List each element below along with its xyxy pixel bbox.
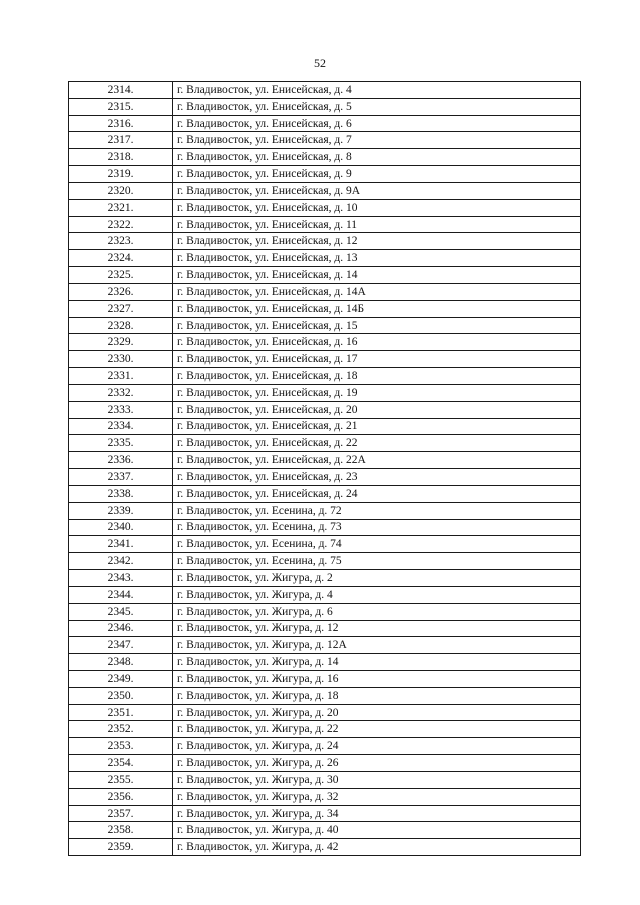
row-number-cell: 2337. <box>69 469 173 486</box>
table-row <box>69 317 581 334</box>
row-number-cell: 2326. <box>69 283 173 300</box>
address-cell: г. Владивосток, ул. Жигура, д. 32 <box>173 788 581 805</box>
address-cell: г. Владивосток, ул. Енисейская, д. 15 <box>173 317 581 334</box>
row-number-cell: 2342. <box>69 553 173 570</box>
address-cell: г. Владивосток, ул. Енисейская, д. 20 <box>173 401 581 418</box>
address-cell: г. Владивосток, ул. Енисейская, д. 22А <box>173 452 581 469</box>
row-number-cell: 2327. <box>69 300 173 317</box>
table-row <box>69 452 581 469</box>
row-number-cell: 2331. <box>69 368 173 385</box>
address-table-body <box>69 82 581 856</box>
table-row <box>69 250 581 267</box>
row-number-cell: 2317. <box>69 132 173 149</box>
address-cell: г. Владивосток, ул. Жигура, д. 16 <box>173 670 581 687</box>
address-cell: г. Владивосток, ул. Енисейская, д. 9 <box>173 166 581 183</box>
address-cell: г. Владивосток, ул. Есенина, д. 72 <box>173 502 581 519</box>
table-row <box>69 805 581 822</box>
page-number: 52 <box>314 56 326 70</box>
row-number-cell: 2323. <box>69 233 173 250</box>
row-number-cell: 2335. <box>69 435 173 452</box>
table-row <box>69 771 581 788</box>
table-row <box>69 687 581 704</box>
row-number-cell: 2358. <box>69 822 173 839</box>
row-number-cell: 2348. <box>69 654 173 671</box>
row-number-cell: 2329. <box>69 334 173 351</box>
row-number-cell: 2332. <box>69 384 173 401</box>
address-cell: г. Владивосток, ул. Енисейская, д. 17 <box>173 351 581 368</box>
address-cell: г. Владивосток, ул. Енисейская, д. 19 <box>173 384 581 401</box>
address-cell: г. Владивосток, ул. Жигура, д. 22 <box>173 721 581 738</box>
address-cell: г. Владивосток, ул. Енисейская, д. 9А <box>173 182 581 199</box>
row-number-cell: 2319. <box>69 166 173 183</box>
address-cell: г. Владивосток, ул. Есенина, д. 74 <box>173 536 581 553</box>
address-cell: г. Владивосток, ул. Енисейская, д. 5 <box>173 98 581 115</box>
row-number-cell: 2350. <box>69 687 173 704</box>
row-number-cell: 2341. <box>69 536 173 553</box>
table-row <box>69 368 581 385</box>
address-cell: г. Владивосток, ул. Енисейская, д. 23 <box>173 469 581 486</box>
row-number-cell: 2321. <box>69 199 173 216</box>
table-row <box>69 166 581 183</box>
row-number-cell: 2355. <box>69 771 173 788</box>
table-row <box>69 182 581 199</box>
table-row <box>69 755 581 772</box>
table-row <box>69 738 581 755</box>
address-cell: г. Владивосток, ул. Жигура, д. 2 <box>173 570 581 587</box>
table-row <box>69 149 581 166</box>
address-cell: г. Владивосток, ул. Жигура, д. 12А <box>173 637 581 654</box>
address-cell: г. Владивосток, ул. Жигура, д. 12 <box>173 620 581 637</box>
address-cell: г. Владивосток, ул. Енисейская, д. 14А <box>173 283 581 300</box>
address-cell: г. Владивосток, ул. Есенина, д. 73 <box>173 519 581 536</box>
row-number-cell: 2324. <box>69 250 173 267</box>
row-number-cell: 2343. <box>69 570 173 587</box>
table-row <box>69 435 581 452</box>
address-cell: г. Владивосток, ул. Жигура, д. 24 <box>173 738 581 755</box>
address-cell: г. Владивосток, ул. Енисейская, д. 10 <box>173 199 581 216</box>
row-number-cell: 2316. <box>69 115 173 132</box>
table-row <box>69 570 581 587</box>
address-cell: г. Владивосток, ул. Жигура, д. 26 <box>173 755 581 772</box>
table-row <box>69 553 581 570</box>
address-cell: г. Владивосток, ул. Енисейская, д. 22 <box>173 435 581 452</box>
row-number-cell: 2315. <box>69 98 173 115</box>
address-table <box>68 81 581 856</box>
address-cell: г. Владивосток, ул. Жигура, д. 14 <box>173 654 581 671</box>
address-cell: г. Владивосток, ул. Енисейская, д. 12 <box>173 233 581 250</box>
table-row <box>69 351 581 368</box>
row-number-cell: 2320. <box>69 182 173 199</box>
address-cell: г. Владивосток, ул. Енисейская, д. 24 <box>173 485 581 502</box>
row-number-cell: 2325. <box>69 267 173 284</box>
address-cell: г. Владивосток, ул. Енисейская, д. 13 <box>173 250 581 267</box>
address-cell: г. Владивосток, ул. Енисейская, д. 14Б <box>173 300 581 317</box>
address-cell: г. Владивосток, ул. Жигура, д. 6 <box>173 603 581 620</box>
table-row <box>69 822 581 839</box>
row-number-cell: 2359. <box>69 839 173 856</box>
row-number-cell: 2330. <box>69 351 173 368</box>
table-row <box>69 418 581 435</box>
address-cell: г. Владивосток, ул. Жигура, д. 4 <box>173 586 581 603</box>
row-number-cell: 2349. <box>69 670 173 687</box>
table-row <box>69 519 581 536</box>
table-row <box>69 721 581 738</box>
row-number-cell: 2339. <box>69 502 173 519</box>
address-cell: г. Владивосток, ул. Жигура, д. 20 <box>173 704 581 721</box>
table-row <box>69 334 581 351</box>
address-cell: г. Владивосток, ул. Енисейская, д. 14 <box>173 267 581 284</box>
row-number-cell: 2322. <box>69 216 173 233</box>
table-row <box>69 199 581 216</box>
table-row <box>69 233 581 250</box>
address-cell: г. Владивосток, ул. Енисейская, д. 21 <box>173 418 581 435</box>
table-row <box>69 788 581 805</box>
table-row <box>69 267 581 284</box>
table-row <box>69 469 581 486</box>
address-cell: г. Владивосток, ул. Енисейская, д. 16 <box>173 334 581 351</box>
table-row <box>69 485 581 502</box>
table-row <box>69 502 581 519</box>
address-cell: г. Владивосток, ул. Енисейская, д. 4 <box>173 82 581 99</box>
row-number-cell: 2334. <box>69 418 173 435</box>
row-number-cell: 2318. <box>69 149 173 166</box>
row-number-cell: 2344. <box>69 586 173 603</box>
address-cell: г. Владивосток, ул. Жигура, д. 30 <box>173 771 581 788</box>
table-row <box>69 654 581 671</box>
row-number-cell: 2328. <box>69 317 173 334</box>
table-row <box>69 536 581 553</box>
table-row <box>69 586 581 603</box>
row-number-cell: 2347. <box>69 637 173 654</box>
row-number-cell: 2353. <box>69 738 173 755</box>
row-number-cell: 2351. <box>69 704 173 721</box>
row-number-cell: 2346. <box>69 620 173 637</box>
address-cell: г. Владивосток, ул. Жигура, д. 40 <box>173 822 581 839</box>
table-row <box>69 384 581 401</box>
table-row <box>69 283 581 300</box>
row-number-cell: 2354. <box>69 755 173 772</box>
address-cell: г. Владивосток, ул. Жигура, д. 42 <box>173 839 581 856</box>
address-cell: г. Владивосток, ул. Енисейская, д. 18 <box>173 368 581 385</box>
row-number-cell: 2340. <box>69 519 173 536</box>
row-number-cell: 2338. <box>69 485 173 502</box>
address-cell: г. Владивосток, ул. Есенина, д. 75 <box>173 553 581 570</box>
row-number-cell: 2352. <box>69 721 173 738</box>
table-row <box>69 132 581 149</box>
address-cell: г. Владивосток, ул. Енисейская, д. 8 <box>173 149 581 166</box>
row-number-cell: 2357. <box>69 805 173 822</box>
table-row <box>69 603 581 620</box>
table-row <box>69 839 581 856</box>
row-number-cell: 2345. <box>69 603 173 620</box>
row-number-cell: 2314. <box>69 82 173 99</box>
table-row <box>69 401 581 418</box>
table-row <box>69 620 581 637</box>
table-row <box>69 98 581 115</box>
table-row <box>69 115 581 132</box>
table-row <box>69 704 581 721</box>
row-number-cell: 2333. <box>69 401 173 418</box>
row-number-cell: 2356. <box>69 788 173 805</box>
row-number-cell: 2336. <box>69 452 173 469</box>
table-row <box>69 216 581 233</box>
address-cell: г. Владивосток, ул. Енисейская, д. 6 <box>173 115 581 132</box>
address-cell: г. Владивосток, ул. Енисейская, д. 11 <box>173 216 581 233</box>
table-row <box>69 300 581 317</box>
address-cell: г. Владивосток, ул. Жигура, д. 34 <box>173 805 581 822</box>
address-cell: г. Владивосток, ул. Енисейская, д. 7 <box>173 132 581 149</box>
address-cell: г. Владивосток, ул. Жигура, д. 18 <box>173 687 581 704</box>
table-row <box>69 670 581 687</box>
table-row <box>69 82 581 99</box>
table-row <box>69 637 581 654</box>
